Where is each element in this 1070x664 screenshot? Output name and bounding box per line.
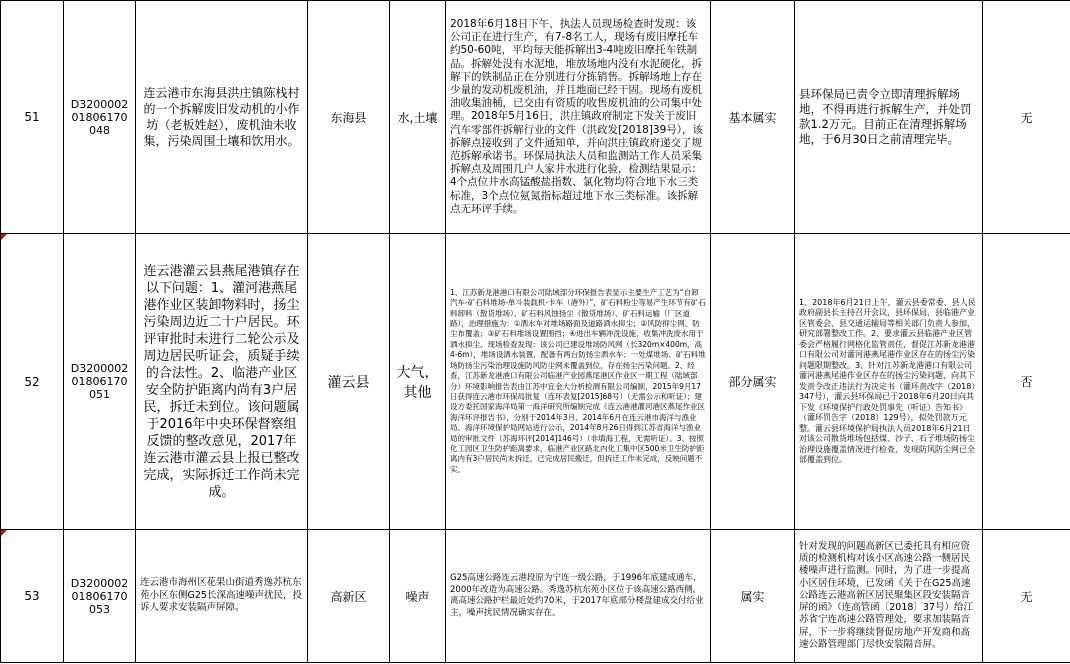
row-number: 53 [24,589,40,603]
row-number: 52 [24,374,40,389]
county-cell: 高新区 [308,530,390,663]
investigation-cell: 2018年6月18日下午，执法人员现场检查时发现：该公司正在进行生产，有7-8名工人，现场有废旧摩托车约50-60吨，平均每天能拆解出3-4吨废旧摩托车铁制品。拆解处没有水泥地，堆放场地内没有水泥硬化，拆解下的铁制品正在分别进行分拣销售。拆解场地上存在少量的发动机废机油，并且地面已经干固。现场有废机油收集油桶，已交由有资质的收售废机油的公司集中处理。2018年5月16日，洪庄镇政府制定下发关于废旧汽车零部件拆解行业的文件（洪政发[2018]39号），该拆解点接收到了文件通知单，并向洪庄镇政府递交了规范拆解承诺书。环保局执法人员和监测站工作人员采集拆解点及周围几户人家井水进行化验，检测结果显示：4个点位井水高锰酸盐指数、氯化物均符合地下水三类标准，3个点位氨氮指标超过地下水三类标准。该拆解点无环评手续。 [446,1,711,234]
table-row [1,1,1070,234]
investigation-cell: 1、江苏新龙港港口有限公司陆域部分环保报告表显示主要生产工艺为“自卸汽车-矿石料堆场-单斗装载机-卡车（港外）”，矿石料粉尘等易产生环节有矿石料卸料（散货堆场）、矿石料风蚀扬尘（散货堆场）、矿石料运输（厂区道路），治理措施为：①洒水车对堆场路面及道路洒水抑尘；②风防抑尘网、防尘布覆盖；③矿石料堆场设置围挡；④进出车辆冲洗设施，收集冲洗废水用于洒水抑尘。现场检查发现：该公司已建设堆场防风网（长320m×400m，高4-6m），堆场设洒水装置，配备有两台防扬尘洒水车；一处煤堆场、矿石料堆场防扬尘污染治理设施防风防尘网未覆盖到位，存在扬尘污染问题。2、经查，江苏新龙港港口有限公司临港产业园燕尾港区作业区一期工程（陆域部分）环境影响报告表由江苏中宜金大分析检测有限公司编制，2015年9月17日获得连云港市环保局批复（连环表复[2015]68号）（无需公示和听证）；建设方委托国家海洋局第一海洋研究所编制完成《连云港港灌河港区燕尾作业区海洋环评报告书》，分别于2014年3月、2014年6月在连云港市海洋与渔业局、海洋环境保护局网站进行公示，2014年8月26日得到江苏省海洋与渔业局的审批文件（苏海环评[2014]146号）（非填海工程，无需听证）。3、按照化工园区卫生防护距离要求，临港产业区路北内化工集中区500米卫生防护距离内有3户居民尚未拆迁，已完成居民搬迁，但拆迁工作未完成，反映问题不实。 [446,234,711,530]
verdict-cell: 基本属实 [711,1,795,234]
pollution-type-cell: 大气， 其他 [396,364,439,401]
pollution-type-cell: 噪声 [390,530,446,663]
row-number: 51 [1,1,64,234]
complaint-description: 连云港市海州区花果山街道秀逸苏杭东苑小区东侧G25长深高速噪声扰民，投诉人要求安装隔声屏障。 [136,530,308,663]
complaint-description: 连云港灌云县燕尾港镇存在以下问题：1、灌河港燕尾港作业区装卸物料时，扬尘污染周边近二十户居民。环评审批时未进行二轮公示及周边居民听证会，质疑手续的合法性。2、临港产业区安全防护距离内尚有3户居民，拆迁未到位。该问题属于2016年中央环保督察组反馈的整改意见，2017年连云港市灌云县上报已整改完成，实际拆迁工作尚未完成。 [136,234,308,530]
table-row [1,234,1070,530]
comment-marker [1,234,7,240]
table-row [1,530,1070,663]
complaint-description: 连云港市东海县洪庄镇陈栈村的一个拆解废旧发动机的小作坊（老板姓赵），废机油未收集，污染周围土壤和饮用水。 [136,1,308,234]
investigation-cell: G25高速公路连云港段原为宁连一级公路，于1996年底建成通车，2000年改造为高速公路。秀逸苏杭东苑小区位于该高速公路西侧，离高速公路护栏最近处约70米，于2017年底部分楼盘建成交付给业主，噪声扰民情况确实存在。 [446,530,711,663]
complaint-id: D3200002 01806170 053 [70,576,129,616]
accountability-cell: 无 [983,1,1070,234]
complaint-id: D3200002 01806170 051 [70,362,129,401]
verdict-cell: 部分属实 [711,234,795,530]
handling-cell: 针对发现的问题高新区已委托具有相应资质的检测机构对该小区高速公路一侧居民楼噪声进行监测。同时，为了进一步提高小区居住环境，已发函《关于在G25高速公路连云港高新区居民聚集区段安装隔音屏的函》（连高管函〔2018〕37号）给江苏省宁连高速公路管理处，要求加装隔音屏，下一步将继续督促房地产开发商和高速公路管理部门尽快安装隔音屏。 [795,530,983,663]
county-cell: 东海县 [308,1,390,234]
comment-marker [1,530,7,536]
verdict-cell: 属实 [711,530,795,663]
county-cell: 灌云县 [308,234,390,530]
handling-cell: 县环保局已责令立即清理拆解场地，不得再进行拆解生产，并处罚款1.2万元。目前正在清理拆解场地，于6月30日之前清理完毕。 [795,1,983,234]
accountability-cell: 否 [983,234,1070,530]
handling-cell: 1、2018年6月21日上午，灌云县委常委、县人民政府副县长主持召开会议，县环保局、县临港产业区管委会、县交通运输局等相关部门负责人参加，研究部署整改工作。2、要求灌云县临港产业区管委会严格履行网格化监管责任，督促江苏新龙港港口有限公司对灌河港燕尾港作业区存在的扬尘污染问题限期整改。3、针对江苏新龙港港口有限公司灌河港燕尾港作业区存在的扬尘污染问题，向其下发责令改正违法行为决定书（灌环责改字（2018）347号），灌云县环保局已于2018年6月20日向其下发《环境保护行政处罚事先（听证）告知书》（灌环罚告字（2018）129号），拟处罚款万元整。灌云县环境保护局执法人员2018年6月21日对该公司散货堆场包括煤、沙子、石子堆场防扬尘治理设施覆盖情况进行检查，发现防风防尘网已全部覆盖到位。 [795,234,983,530]
accountability-cell: 无 [983,530,1070,663]
pollution-type-cell: 水,土壤 [390,1,446,234]
complaint-id: D3200002 01806170 048 [70,97,129,137]
